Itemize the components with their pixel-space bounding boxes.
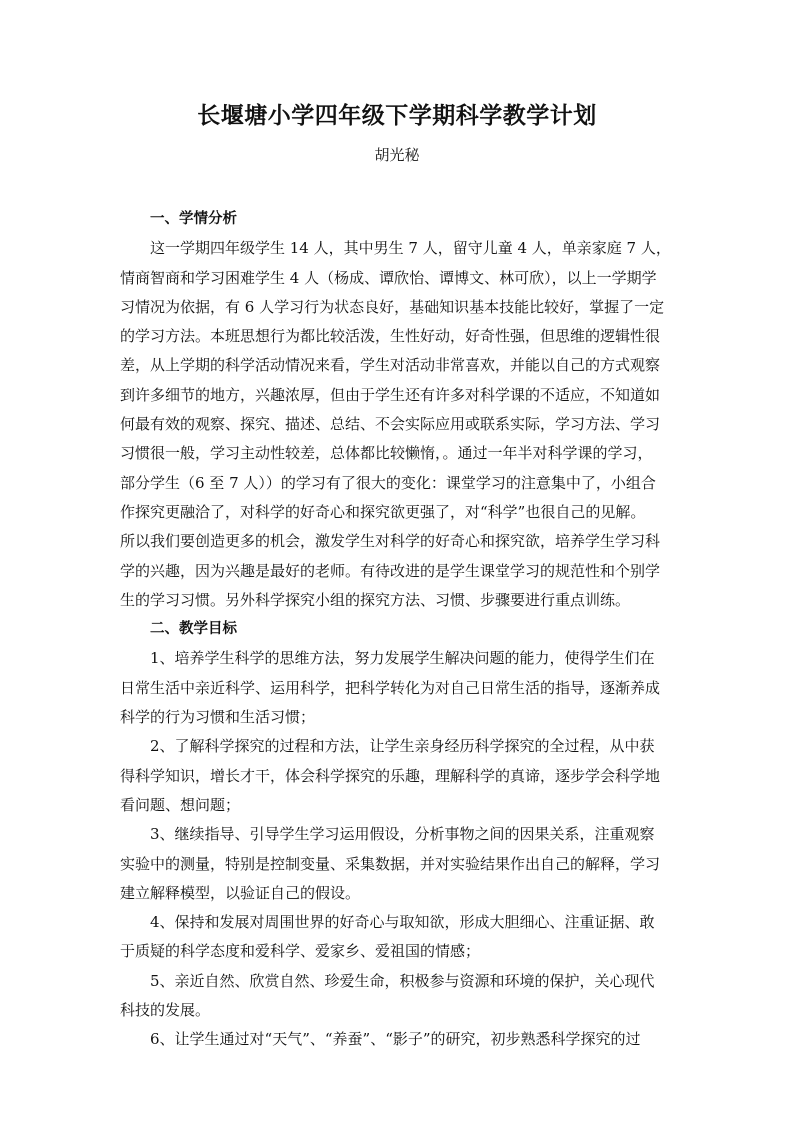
document-title: 长堰塘小学四年级下学期科学教学计划 (197, 103, 597, 129)
paragraph-line: 学的兴趣，因为兴趣是最好的老师。有待改进的是学生课堂学习的规范性和个别学 (120, 561, 661, 580)
goal-line: 5、亲近自然、欣赏自然、珍爱生命，积极参与资源和环境的保护，关心现代 (150, 971, 655, 990)
goal-line: 3、继续指导、引导学生学习运用假设，分析事物之间的因果关系，注重观察 (150, 825, 655, 844)
author-name: 胡光秘 (374, 146, 420, 164)
paragraph-line: 所以我们要创造更多的机会，激发学生对科学的好奇心和探究欲，培养学生学习科 (120, 532, 661, 551)
paragraph-line: 作探究更融洽了，对科学的好奇心和探究欲更强了，对“科学”也很自己的见解。 (120, 502, 646, 521)
paragraph-line: 到许多细节的地方，兴趣浓厚，但由于学生还有许多对科学课的不适应，不知道如 (120, 385, 661, 404)
paragraph-line: 何最有效的观察、探究、描述、总结、不会实际应用或联系实际，学习方法、学习 (120, 415, 661, 434)
goal-line: 日常生活中亲近科学、运用科学，把科学转化为对自己日常生活的指导，逐渐养成 (120, 678, 661, 697)
document-body (120, 205, 700, 1055)
goal-line: 建立解释模型，以验证自己的假设。 (120, 883, 361, 902)
goal-line: 6、让学生通过对“天气”、“养蚕”、“影子”的研究，初步熟悉科学探究的过 (150, 1030, 641, 1049)
goal-line: 得科学知识，增长才干，体会科学探究的乐趣，理解科学的真谛，逐步学会科学地 (120, 766, 661, 785)
goal-line: 科学的行为习惯和生活习惯； (120, 708, 316, 727)
section-heading-goals: 二、教学目标 (150, 621, 237, 638)
goal-line: 4、保持和发展对周围世界的好奇心与取知欲，形成大胆细心、注重证据、敢 (150, 913, 655, 932)
paragraph-line: 差，从上学期的科学活动情况来看，学生对活动非常喜欢，并能以自己的方式观察 (120, 356, 661, 375)
paragraph-line: 这一学期四年级学生 14 人，其中男生 7 人，留守儿童 4 人，单亲家庭 7 人， (150, 239, 671, 258)
paragraph-line: 情商智商和学习困难学生 4 人（杨成、谭欣怡、谭博文、林可欣），以上一学期学 (120, 268, 657, 287)
goal-line: 实验中的测量，特别是控制变量、采集数据，并对实验结果作出自己的解释，学习 (120, 854, 661, 873)
goal-line: 看问题、想问题； (120, 795, 241, 814)
paragraph-line: 习惯很一般，学习主动性较差，总体都比较懒惰，。通过一年半对科学课的学习， (120, 444, 653, 463)
goal-line: 科技的发展。 (120, 1001, 211, 1020)
paragraph-line: 部分学生（6 至 7 人））的学习有了很大的变化：课堂学习的注意集中了，小组合 (120, 473, 656, 492)
goal-line: 于质疑的科学态度和爱科学、爱家乡、爱祖国的情感； (120, 942, 481, 961)
section-heading-analysis: 一、学情分析 (150, 211, 237, 227)
paragraph-line: 生的学习习惯。另外科学探究小组的探究方法、习惯、步骤要进行重点训练。 (120, 590, 631, 609)
paragraph-line: 习情况为依据，有 6 人学习行为状态良好，基础知识基本技能比较好，掌握了一定 (120, 297, 665, 316)
goal-line: 2、了解科学探究的过程和方法，让学生亲身经历科学探究的全过程，从中获 (150, 737, 655, 756)
paragraph-line: 的学习方法。本班思想行为都比较活泼，生性好动，好奇性强，但思维的逻辑性很 (120, 327, 661, 346)
goal-line: 1、培养学生科学的思维方法，努力发展学生解决问题的能力，使得学生们在 (150, 649, 655, 668)
